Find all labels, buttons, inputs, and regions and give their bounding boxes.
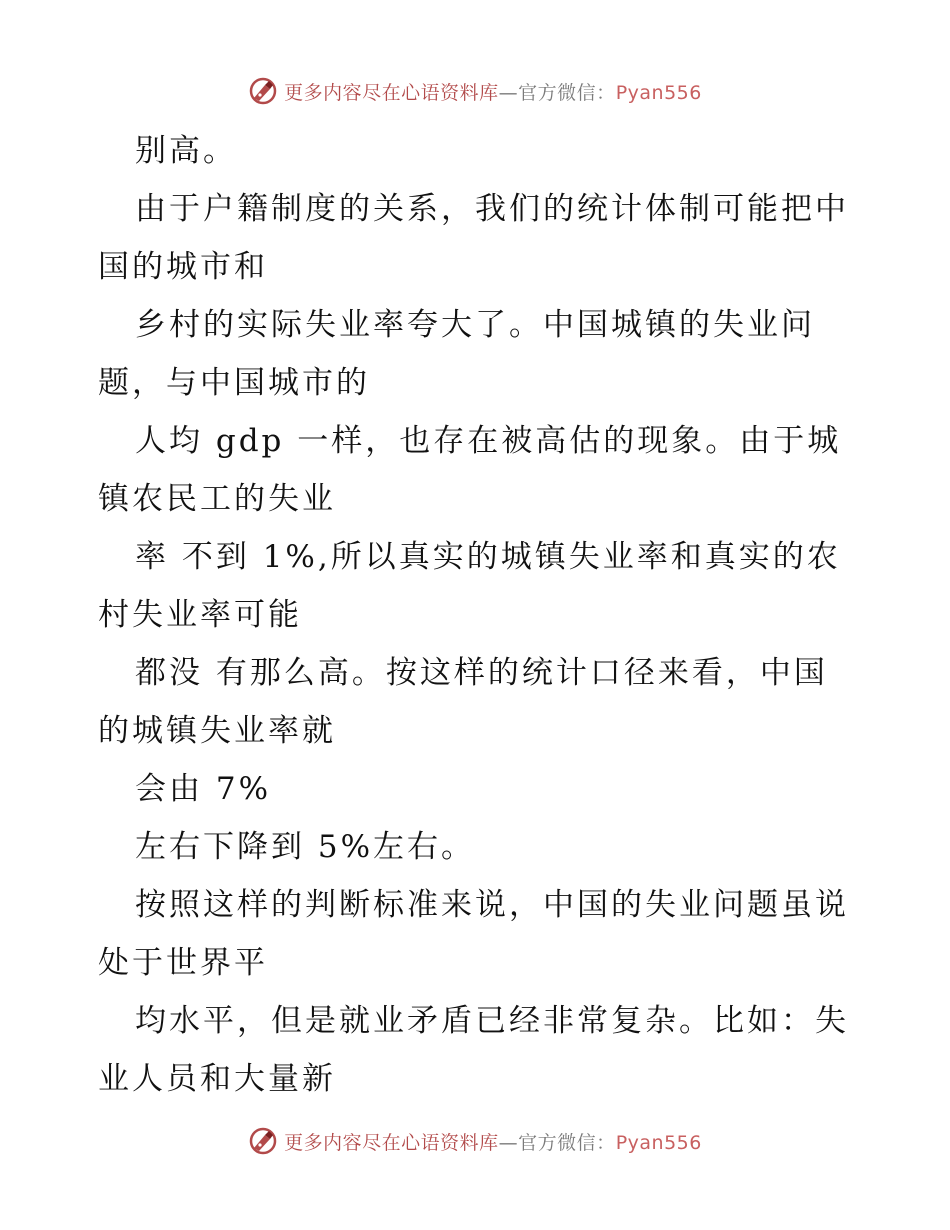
header-banner-site: 更多内容尽在心语资料库 [284,81,499,104]
header-banner-text [284,78,702,105]
pen-nib-logo-icon [248,1126,278,1156]
footer-banner-wechat-label: —官方微信： [498,1131,616,1154]
document-body [98,122,858,1108]
pen-nib-logo-icon [248,76,278,106]
text-line: 左右下降到 5%左右。 [135,829,476,865]
footer-banner [0,1121,950,1161]
text-line: 由于户籍制度的关系，我们的统计体制可能把中 [135,191,849,227]
footer-banner-site: 更多内容尽在心语资料库 [284,1131,499,1154]
text-line: 业人员和大量新 [98,1061,336,1097]
header-banner-wechat-label: —官方微信： [498,81,616,104]
text-line: 别高。 [135,133,237,169]
text-line: 的城镇失业率就 [98,713,336,749]
text-line: 国的城市和 [98,249,268,285]
text-line: 乡村的实际失业率夸大了。中国城镇的失业问 [135,307,815,343]
text-line: 村失业率可能 [98,597,302,633]
text-line: 都没 有那么高。按这样的统计口径来看，中国 [135,655,828,691]
text-line: 题，与中国城市的 [98,365,370,401]
text-line: 率 不到 1%,所以真实的城镇失业率和真实的农 [135,539,841,575]
text-line: 处于世界平 [98,945,268,981]
header-banner-handle: Pyan556 [615,81,702,104]
text-line: 镇农民工的失业 [98,481,336,517]
text-line: 均水平，但是就业矛盾已经非常复杂。比如：失 [135,1003,849,1039]
text-line: 按照这样的判断标准来说，中国的失业问题虽说 [135,887,849,923]
text-line: 会由 7% [135,771,272,807]
text-line: 人均 gdp 一样，也存在被高估的现象。由于城 [135,423,842,459]
footer-banner-handle: Pyan556 [615,1131,702,1154]
footer-banner-text [284,1128,702,1155]
header-banner [0,71,950,111]
